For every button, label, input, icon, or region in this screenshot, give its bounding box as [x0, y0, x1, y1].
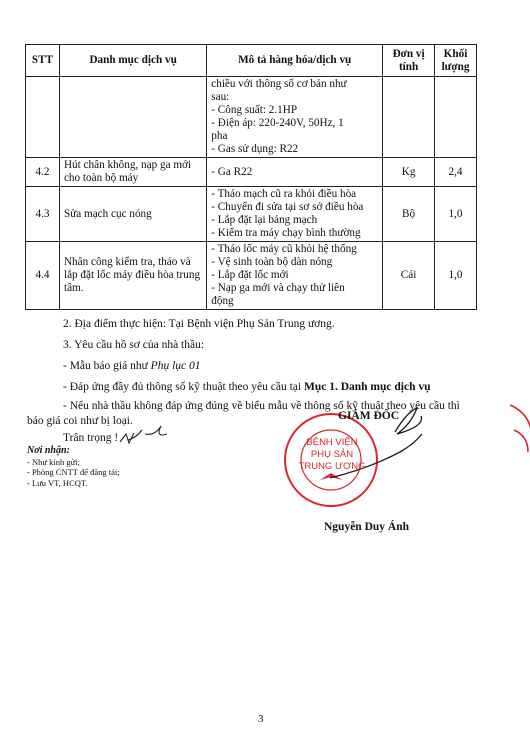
description-line: - Lắp đặt lại bảng mạch	[211, 214, 318, 226]
description-line: - Tháo mạch cũ ra khỏi điều hòa	[211, 188, 357, 200]
row-stt: 4.4	[26, 242, 60, 310]
row-unit: Kg	[383, 158, 435, 187]
row-stt: 4.2	[26, 158, 60, 187]
description-line: - Lắp đặt lốc mới	[211, 269, 289, 281]
signer-title: GIÁM ĐỐC	[338, 410, 400, 422]
description-line: - Nạp ga mới và chạy thử liên	[211, 282, 345, 294]
description-line: - Tháo lốc máy cũ khỏi hệ thống	[211, 243, 357, 255]
bullet-disqualify-line2: báo giá coi như bị loại.	[27, 415, 133, 427]
signer-name: Nguyễn Duy Ánh	[324, 521, 409, 533]
requirements-heading: 3. Yêu cầu hồ sơ của nhà thầu:	[63, 339, 205, 351]
closing-text: Trân trọng !	[63, 432, 119, 444]
bullet-quote-form: - Mẫu báo giá như Phụ lục 01	[63, 360, 201, 372]
header-description: Mô tả hàng hóa/dịch vụ	[207, 45, 383, 77]
description-line: - Điện áp: 220-240V, 50Hz, 1	[211, 117, 344, 129]
page-number: 3	[258, 713, 264, 725]
stamp-fragment	[510, 405, 530, 452]
header-service: Danh mục dịch vụ	[59, 45, 206, 77]
row-service-name: Nhân công kiểm tra, tháo và lắp đặt lốc máy điều hòa trung tâm.	[59, 242, 206, 310]
description-line: - Kiểm tra máy chạy bình thường	[211, 227, 361, 239]
recipient-item: - Phòng CNTT để đăng tải;	[27, 467, 120, 477]
description-line: chiều với thông số cơ bản như	[211, 78, 347, 90]
initials-signature	[120, 426, 167, 443]
row-quantity: 1,0	[435, 187, 477, 242]
row-quantity: 2,4	[435, 158, 477, 187]
description-line: - Vệ sinh toàn bộ dàn nóng	[211, 256, 333, 268]
description-line: - Công suất: 2.1HP	[211, 104, 298, 116]
recipient-item: - Như kính gửi;	[27, 456, 80, 467]
description-line: pha	[211, 130, 228, 142]
bullet-specs: - Đáp ứng đầy đủ thông số kỹ thuật theo yêu cầu tại Mục 1. Danh mục dịch vụ	[63, 381, 431, 393]
row-stt: 4.3	[26, 187, 60, 242]
row-quantity: 1,0	[435, 242, 477, 310]
description-line: động	[211, 295, 234, 307]
stamp-text: BỆNH VIỆN PHỤ SẢN TRUNG ƯƠNG	[298, 437, 366, 472]
header-quantity: Khối lượng	[435, 45, 477, 77]
description-line: - Chuyển đi sửa tại sơ sở điều hòa	[211, 201, 364, 213]
header-stt: STT	[26, 45, 60, 77]
recipient-item: - Lưu VT, HCQT.	[27, 477, 88, 488]
header-unit: Đơn vị tính	[383, 45, 435, 77]
recipients-title: Nơi nhận:	[27, 445, 70, 456]
bullet-disqualify-line1: - Nếu nhà thầu không đáp ứng đúng về biểu mẫu về thông số kỹ thuật theo yêu cầu thì	[63, 400, 460, 412]
description-line: - Ga R22	[211, 165, 253, 178]
row-unit: Cái	[383, 242, 435, 310]
description-line: - Gas sử dụng: R22	[211, 143, 299, 155]
row-unit: Bộ	[383, 187, 435, 242]
row-service-name: Hút chân không, nạp ga mới cho toàn bộ máy	[59, 158, 206, 187]
description-line: sau:	[211, 91, 230, 103]
location-paragraph: 2. Địa điểm thực hiện: Tại Bệnh viện Phụ Sản Trung ương.	[63, 318, 335, 330]
row-service-name: Sửa mạch cục nóng	[59, 187, 206, 242]
